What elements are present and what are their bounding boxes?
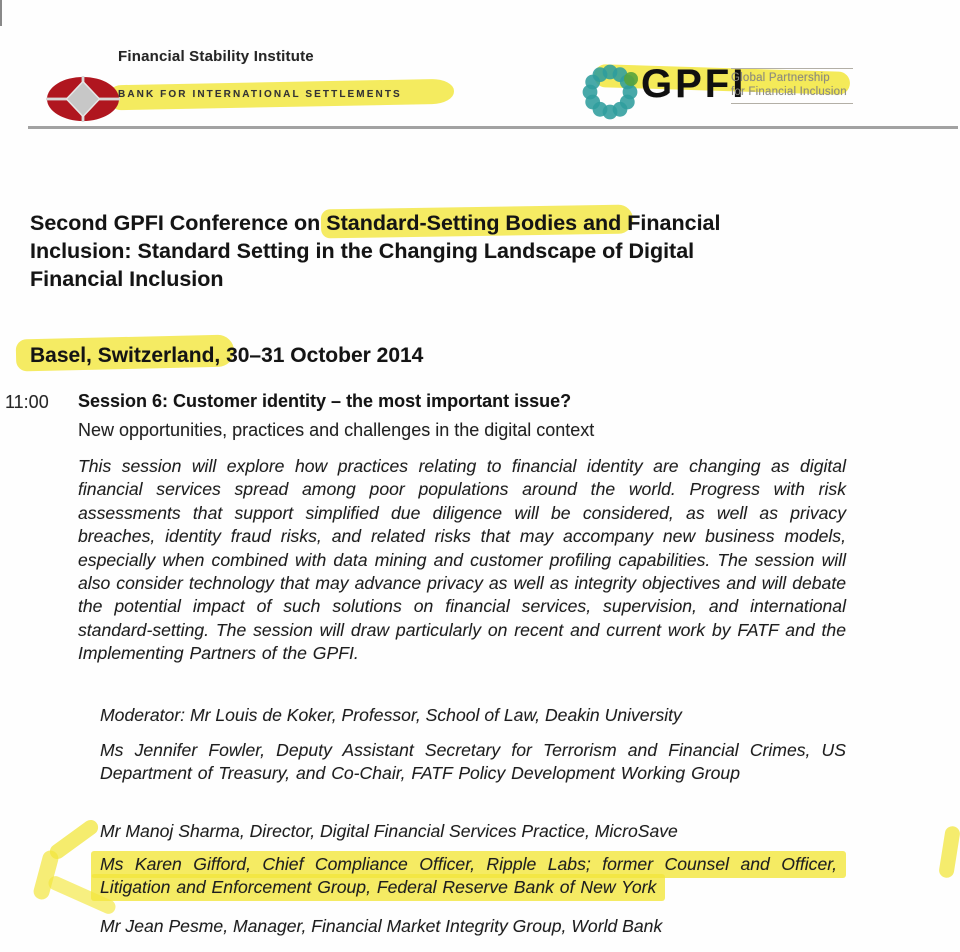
speaker-manoj-sharma: Mr Manoj Sharma, Director, Digital Financial Services Practice, MicroSave (100, 821, 678, 841)
session-title: Session 6: Customer identity – the most important issue? (78, 391, 572, 411)
date-highlighted-text: Basel, Switzerland, (30, 344, 221, 367)
gpfi-subtitle-line1: Global Partnership (731, 72, 830, 84)
speaker-jennifer-fowler: Ms Jennifer Fowler, Deputy Assistant Secretary for Terrorism and Financial Crimes, US Department of Treasury, and Co-Chair, FATF Policy Development Working Group (100, 740, 846, 784)
bis-logo-icon (46, 76, 120, 127)
bis-bank-name: BANK FOR INTERNATIONAL SETTLEMENTS (118, 89, 402, 100)
gpfi-wordmark: GPFI (641, 62, 747, 106)
highlighter-flourish-right (938, 825, 960, 879)
header-divider (28, 126, 958, 129)
session-subtitle: New opportunities, practices and challenges in the digital context (78, 420, 595, 440)
scan-artifact-line (0, 0, 2, 26)
speaker-karen-gifford (100, 853, 846, 900)
session-time: 11:00 (5, 392, 49, 412)
document-title (30, 209, 721, 293)
gpfi-subtitle-line2: for Financial Inclusion (731, 85, 847, 98)
moderator-line: Moderator: Mr Louis de Koker, Professor, School of Law, Deakin University (100, 705, 682, 725)
fsi-institute-name: Financial Stability Institute (118, 48, 314, 65)
title-line-2: Inclusion: Standard Setting in the Changing Landscape of Digital (30, 239, 695, 263)
title-line-3: Financial Inclusion (30, 267, 224, 291)
title-line-1: Second GPFI Conference on Standard-Setting Bodies and Financial (30, 211, 721, 235)
speaker-jean-pesme: Mr Jean Pesme, Manager, Financial Market Integrity Group, World Bank (100, 916, 663, 936)
gpfi-ring-icon (580, 62, 640, 127)
event-date-location: Basel, Switzerland, 30–31 October 2014 (30, 344, 424, 367)
title-highlighted-text: Standard-Setting Bodies and (326, 211, 622, 235)
speaker-highlighted-text: Ms Karen Gifford, Chief Compliance Officer, Ripple Labs; former Counsel and Officer, Litigation and Enforcement Group, Federal Reserve Bank of New York (91, 851, 846, 901)
session-description: This session will explore how practices relating to financial identity are changing as digital financial services spread among poor populations around the world. Progress with risk assessments that support simplified due diligence will be considered, as well as privacy breaches, identity fraud risks, and related risks that may accompany new business models, especially when combined with data mining and customer profiling capabilities. The session will also consider technology that may advance privacy as well as integrity objectives and will debate the potential impact of such solutions on financial services, supervision, and international standard-setting. The session will draw particularly on recent and current work by FATF and the Implementing Partners of the GPFI. (78, 456, 846, 664)
gpfi-subtitle (731, 68, 853, 104)
